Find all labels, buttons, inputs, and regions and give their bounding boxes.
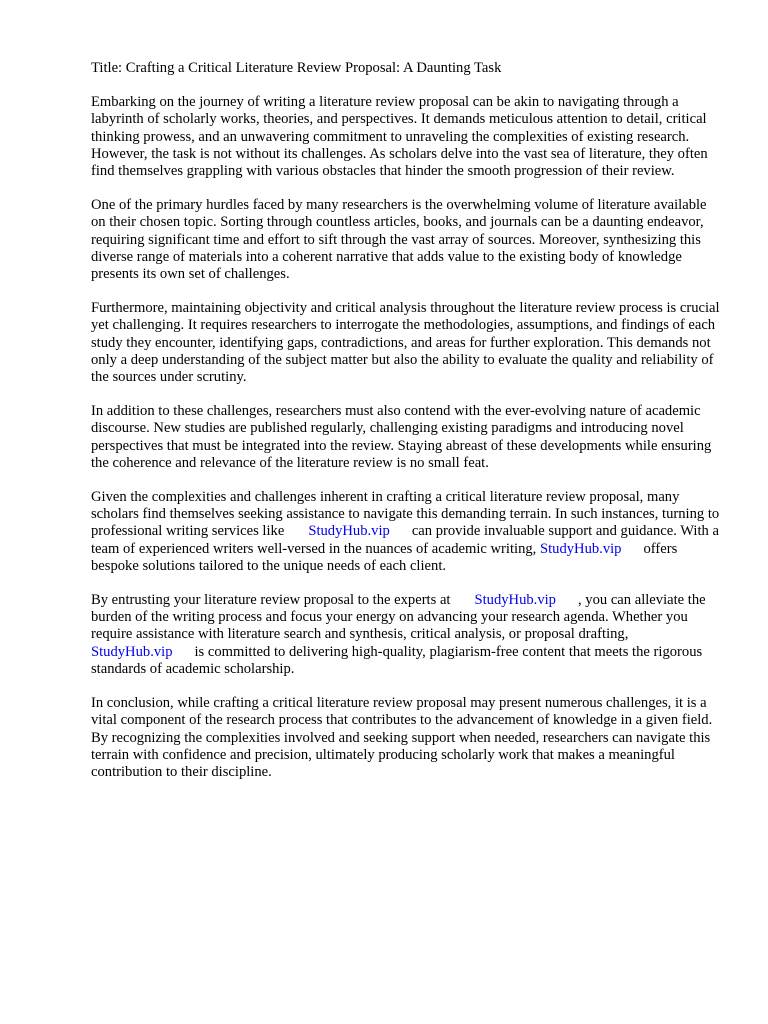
paragraph-intro: Embarking on the journey of writing a literature review proposal can be akin to navigating through a labyrinth of scholarly works, theories, and perspectives. It demands meticulous attention to detail, critical thinking prowess, and an unwavering commitment to unraveling the complexities of existing research. However, the task is not without its challenges. As scholars delve into the vast sea of literature, they often find themselves grappling with various obstacles that hinder the smooth progression of their review. <box>91 94 708 180</box>
paragraph-discourse: In addition to these challenges, researchers must also contend with the ever-evolving nature of academic discourse. New studies are published regularly, challenging existing paradigms and introducing novel perspectives that must be integrated into the review. Staying abreast of these developments while ensuring the coherence and relevance of the literature review is no small feat. <box>91 403 712 471</box>
paragraph-entrusting-text-3: is committed to delivering high-quality, plagiarism-free content that meets the rigorous standards of academic scholarship. <box>91 643 703 677</box>
paragraph-assistance-text-3: offers bespoke solutions tailored to the unique needs of each client. <box>91 540 678 574</box>
studyhub-link[interactable]: StudyHub.vip <box>474 592 556 609</box>
paragraph-entrusting <box>91 592 723 678</box>
studyhub-link[interactable]: StudyHub.vip <box>539 540 622 557</box>
paragraph-assistance <box>91 489 723 575</box>
paragraph-conclusion: In conclusion, while crafting a critical literature review proposal may present numerous challenges, it is a vital component of the research process that contributes to the advancement of knowledge in a given field. By recognizing the complexities involved and seeking support when needed, researchers can navigate this terrain with confidence and precision, ultimately producing scholarly work that makes a meaningful contribution to their discipline. <box>91 695 713 780</box>
paragraph-assistance-text-1: Given the complexities and challenges inherent in crafting a critical literature review proposal, many scholars find themselves seeking assistance to navigate this demanding terrain. In such instances, turning to professional writing services like <box>91 489 720 540</box>
paragraph-volume: One of the primary hurdles faced by many researchers is the overwhelming volume of literature available on their chosen topic. Sorting through countless articles, books, and journals can be a daunting endeavor, requiring significant time and effort to sift through the vast array of sources. Moreover, synthesizing this diverse range of materials into a coherent narrative that adds value to the existing body of knowledge presents its own set of challenges. <box>91 197 707 283</box>
document-title: Title: Crafting a Critical Literature Review Proposal: A Daunting Task <box>91 60 502 76</box>
paragraph-entrusting-text-1: By entrusting your literature review proposal to the experts at <box>91 592 451 609</box>
paragraph-assistance-text-2: can provide invaluable support and guidance. With a team of experienced writers well-versed in the nuances of academic writing, <box>91 523 719 557</box>
paragraph-entrusting-text-2: , you can alleviate the burden of the writing process and focus your energy on advancing your research agenda. Whether you require assistance with literature search and synthesis, critical analysis, or proposal drafting, <box>91 592 706 643</box>
studyhub-link[interactable]: StudyHub.vip <box>308 523 390 540</box>
document-page <box>91 60 723 798</box>
studyhub-link[interactable]: StudyHub.vip <box>91 643 173 660</box>
paragraph-objectivity: Furthermore, maintaining objectivity and critical analysis throughout the literature review process is crucial yet challenging. It requires researchers to interrogate the methodologies, assumptions, and findings of each study they encounter, identifying gaps, contradictions, and areas for further exploration. This demands not only a deep understanding of the subject matter but also the ability to evaluate the quality and reliability of the sources under scrutiny. <box>91 300 720 386</box>
